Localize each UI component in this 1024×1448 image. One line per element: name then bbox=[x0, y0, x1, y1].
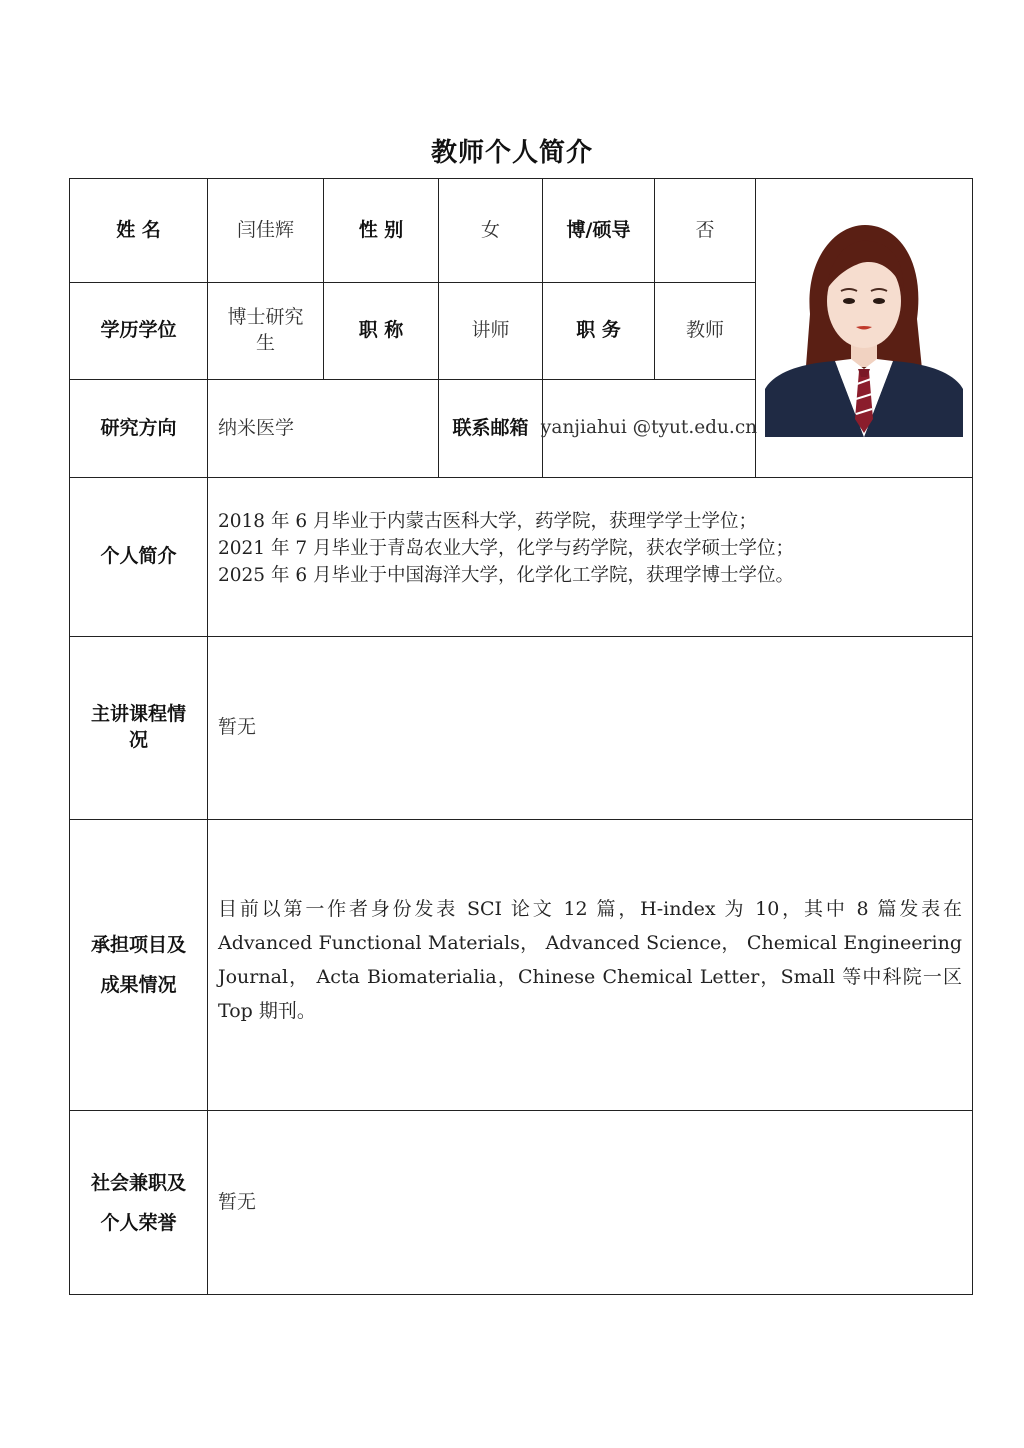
title-label: 职 称 bbox=[323, 282, 439, 380]
email-label: 联系邮箱 bbox=[438, 379, 543, 478]
degree-label: 学历学位 bbox=[69, 282, 208, 380]
bio-label: 个人简介 bbox=[69, 477, 208, 637]
bio-line: 2025 年 6 月毕业于中国海洋大学，化学化工学院，获理学博士学位。 bbox=[218, 564, 794, 586]
projects-content bbox=[207, 819, 973, 1111]
courses-value: 暂无 bbox=[207, 636, 973, 820]
name-value: 闫佳辉 bbox=[207, 178, 324, 283]
page-title: 教师个人简介 bbox=[430, 138, 593, 168]
position-label: 职 务 bbox=[542, 282, 655, 380]
bio-line: 2018 年 6 月毕业于内蒙古医科大学，药学院，获理学学士学位； bbox=[218, 510, 757, 532]
position-value: 教师 bbox=[654, 282, 756, 380]
bio-line: 2021 年 7 月毕业于青岛农业大学，化学与药学院，获农学硕士学位； bbox=[218, 537, 794, 559]
gender-value: 女 bbox=[438, 178, 543, 283]
name-label: 姓 名 bbox=[69, 178, 208, 283]
degree-value: 博士研究生 bbox=[207, 282, 324, 380]
projects-text: 目前以第一作者身份发表 SCI 论文 12 篇，H-index 为 10，其中 8 篇发表在 Advanced Functional Materials， Advanced Science， Chemical Engineering Journal， Acta Biomaterialia，Chinese Chemical Letter，Small 等中科院一区 Top 期刊。 bbox=[218, 898, 962, 1022]
honors-value: 暂无 bbox=[207, 1110, 973, 1295]
projects-label: 承担项目及成果情况 bbox=[69, 819, 208, 1111]
supervisor-label: 博/硕导 bbox=[542, 178, 655, 283]
bio-content bbox=[207, 477, 973, 637]
research-label: 研究方向 bbox=[69, 379, 208, 478]
courses-label: 主讲课程情况 bbox=[69, 636, 208, 820]
title-value: 讲师 bbox=[438, 282, 543, 380]
portrait-photo bbox=[765, 219, 963, 437]
email-value: yanjiahui @tyut.edu.cn bbox=[542, 379, 756, 478]
photo-cell bbox=[755, 178, 973, 478]
research-value: 纳米医学 bbox=[207, 379, 439, 478]
profile-form bbox=[69, 178, 973, 1295]
honors-label: 社会兼职及个人荣誉 bbox=[69, 1110, 208, 1295]
supervisor-value: 否 bbox=[654, 178, 756, 283]
gender-label: 性 别 bbox=[323, 178, 439, 283]
